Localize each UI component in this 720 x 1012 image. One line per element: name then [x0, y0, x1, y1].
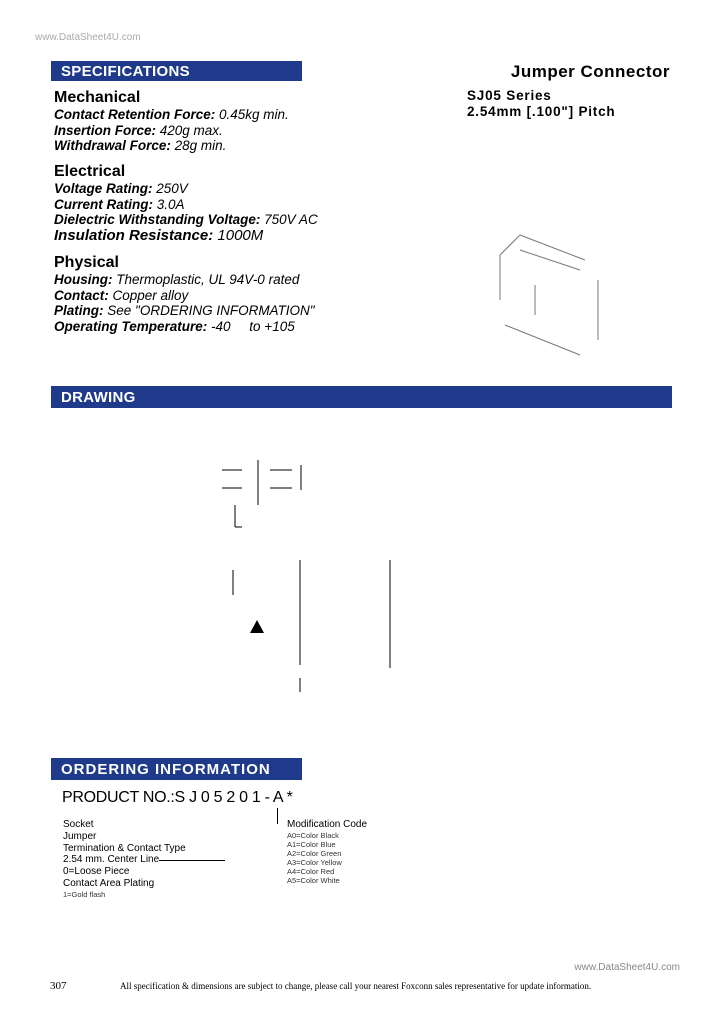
order-item: 2.54 mm. Center Line — [63, 854, 160, 866]
spec-value: See "ORDERING INFORMATION" — [103, 303, 315, 318]
spec-value: -40 to +105 — [207, 318, 295, 334]
spec-value: Copper alloy — [108, 287, 189, 303]
spec-value: 3.0A — [153, 196, 185, 212]
connector-isometric-image — [490, 225, 610, 370]
product-pitch: 2.54mm [.100"] Pitch — [467, 104, 616, 119]
spec-label: Housing: — [54, 272, 113, 287]
product-series: SJ05 Series — [467, 88, 552, 103]
spec-label: Insulation Resistance: — [54, 226, 214, 244]
modification-code-list — [287, 819, 367, 885]
spec-label: Voltage Rating: — [54, 181, 153, 196]
physical-section — [54, 254, 315, 334]
spec-label: Contact Retention Force: — [54, 107, 216, 122]
specifications-header: SPECIFICATIONS — [51, 61, 302, 81]
spec-label: Operating Temperature: — [54, 318, 208, 334]
watermark-bottom: www.DataSheet4U.com — [574, 962, 680, 973]
connector-line — [277, 808, 278, 824]
order-item: Socket — [63, 819, 94, 830]
spec-label: Plating: — [54, 303, 104, 318]
spec-label: Dielectric Withstanding Voltage: — [54, 212, 261, 227]
order-item: Jumper — [63, 830, 97, 842]
spec-value: 0.45kg min. — [215, 107, 289, 122]
page-number: 307 — [50, 980, 67, 992]
leader-line — [159, 860, 225, 861]
product-number: PRODUCT NO.:S J 0 5 2 0 1 - A * — [62, 789, 293, 806]
watermark-top: www.DataSheet4U.com — [35, 32, 141, 43]
electrical-section — [54, 163, 318, 243]
spec-label: Withdrawal Force: — [54, 138, 171, 153]
order-item: Contact Area Plating — [63, 877, 155, 889]
mechanical-title: Mechanical — [54, 89, 141, 106]
drawing-header: DRAWING — [51, 386, 672, 408]
spec-value: 28g min. — [170, 138, 227, 153]
spec-value: 1000M — [213, 226, 264, 244]
mod-item: A4=Color Red — [287, 866, 335, 876]
spec-value: 250V — [152, 181, 188, 196]
footer-note: All specification & dimensions are subject to change, please call your nearest Foxconn sales representative for update information. — [120, 981, 592, 991]
spec-label: Insertion Force: — [54, 122, 157, 138]
mod-item: A3=Color Yellow — [287, 857, 342, 867]
physical-title: Physical — [54, 254, 119, 271]
electrical-title: Electrical — [54, 163, 126, 180]
spec-label: Contact: — [54, 287, 109, 303]
ordering-left-list — [63, 819, 225, 899]
technical-drawing — [170, 430, 410, 710]
mod-item: A2=Color Green — [287, 848, 342, 858]
modification-title: Modification Code — [287, 819, 368, 830]
spec-label: Current Rating: — [54, 196, 153, 212]
mod-item: A1=Color Blue — [287, 839, 336, 849]
spec-value: 750V AC — [260, 212, 318, 227]
mod-item: A0=Color Black — [287, 830, 339, 840]
mechanical-section — [54, 89, 289, 154]
order-item: Termination & Contact Type — [63, 842, 186, 854]
spec-value: Thermoplastic, UL 94V-0 rated — [112, 272, 300, 287]
product-title: Jumper Connector — [510, 62, 670, 81]
mod-item: A5=Color White — [287, 875, 340, 885]
order-item: 0=Loose Piece — [63, 866, 130, 878]
order-item-small: 1=Gold flash — [63, 889, 106, 899]
spec-value: 420g max. — [156, 122, 223, 138]
ordering-header: ORDERING INFORMATION — [51, 758, 302, 780]
